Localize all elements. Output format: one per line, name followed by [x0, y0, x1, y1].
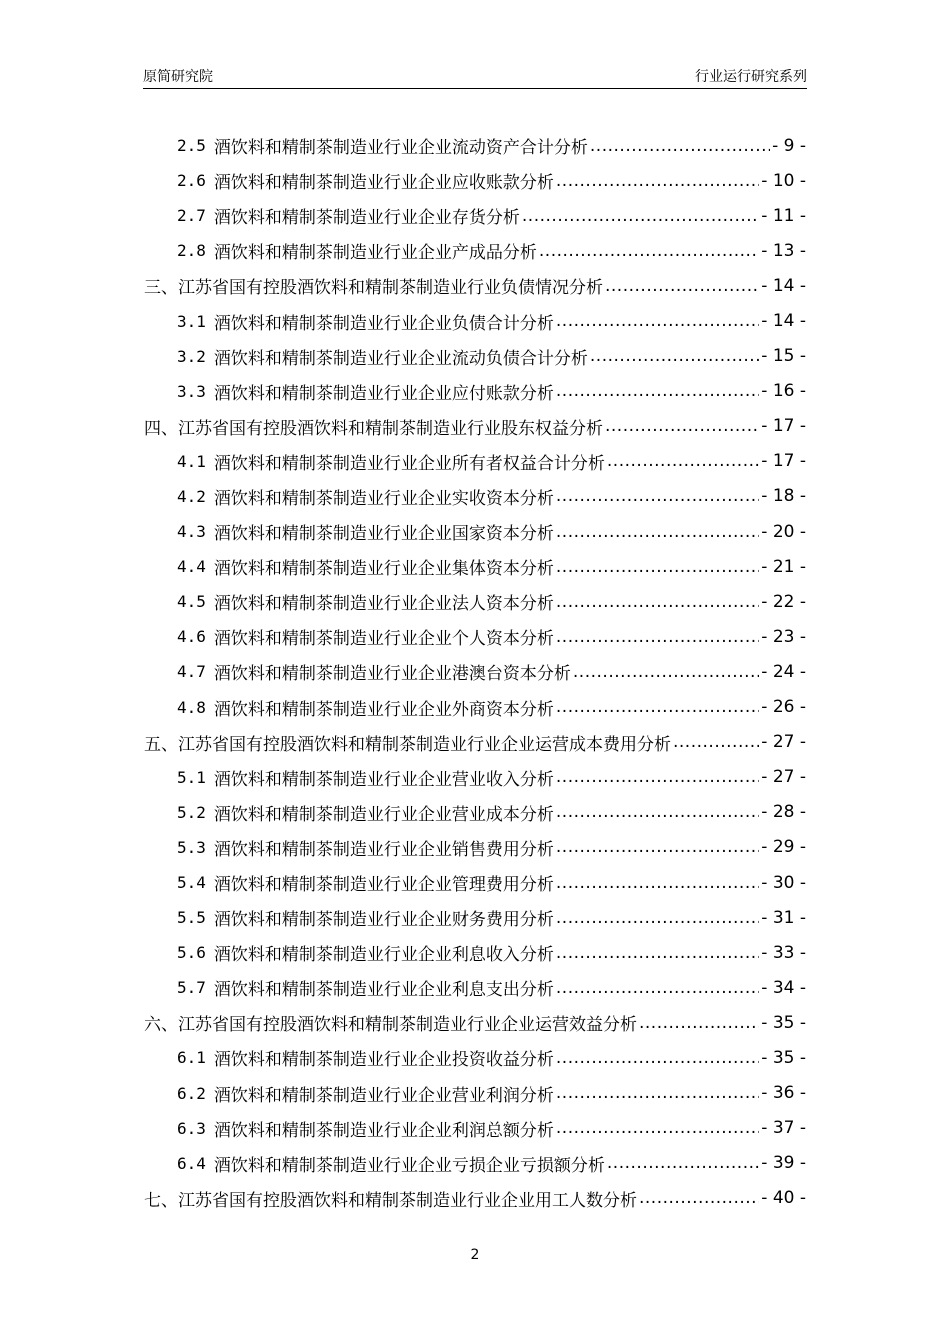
toc-entry-title: 酒饮料和精制茶制造业行业企业利息收入分析 — [213, 945, 554, 966]
toc-dot-leader — [556, 908, 759, 928]
toc-dot-leader — [556, 592, 759, 612]
toc-chapter-entry[interactable] — [0, 1181, 806, 1216]
toc-entry-title: 三、江苏省国有控股酒饮料和精制茶制造业行业负债情况分析 — [144, 278, 603, 299]
toc-entry-number: 4.3 — [177, 522, 206, 542]
toc-entry-page: - 24 - — [761, 661, 806, 682]
toc-entry-number: 5.7 — [177, 978, 206, 998]
toc-entry-number: 5.1 — [177, 767, 206, 787]
toc-entry-page: - 9 - — [772, 135, 806, 156]
toc-section-entry[interactable] — [0, 619, 806, 654]
header-series-name: 行业运行研究系列 — [695, 69, 807, 85]
toc-entry-page: - 33 - — [761, 942, 806, 963]
toc-section-entry[interactable] — [0, 1076, 806, 1111]
toc-entry-title: 酒饮料和精制茶制造业行业企业集体资本分析 — [213, 559, 554, 580]
toc-entry-number: 4.1 — [177, 451, 206, 471]
toc-section-entry[interactable] — [0, 549, 806, 584]
toc-dot-leader — [556, 381, 759, 401]
toc-chapter-entry[interactable] — [0, 409, 806, 444]
toc-dot-leader — [556, 943, 759, 963]
toc-entry-title: 酒饮料和精制茶制造业行业企业管理费用分析 — [213, 875, 554, 896]
toc-entry-number: 6.4 — [177, 1153, 206, 1173]
toc-section-entry[interactable] — [0, 339, 806, 374]
toc-section-entry[interactable] — [0, 584, 806, 619]
toc-entry-number: 4.2 — [177, 486, 206, 506]
toc-dot-leader — [605, 416, 759, 436]
toc-entry-title: 酒饮料和精制茶制造业行业企业应付账款分析 — [213, 383, 554, 404]
toc-entry-number: 4.5 — [177, 592, 206, 612]
page-number: 2 — [470, 1247, 480, 1263]
toc-entry-title: 酒饮料和精制茶制造业行业企业利润总额分析 — [213, 1120, 554, 1141]
toc-entry-page: - 29 - — [761, 837, 806, 858]
toc-entry-title: 酒饮料和精制茶制造业行业企业产成品分析 — [213, 243, 537, 264]
toc-entry-page: - 26 - — [761, 697, 806, 718]
toc-dot-leader — [590, 346, 759, 366]
toc-dot-leader — [556, 873, 759, 893]
toc-entry-title: 酒饮料和精制茶制造业行业企业负债合计分析 — [213, 313, 554, 334]
toc-entry-number: 4.8 — [177, 697, 206, 717]
toc-section-entry[interactable] — [0, 163, 806, 198]
toc-section-entry[interactable] — [0, 654, 806, 689]
toc-entry-number: 2.5 — [177, 136, 206, 156]
toc-entry-title: 酒饮料和精制茶制造业行业企业营业成本分析 — [213, 804, 554, 825]
toc-dot-leader — [556, 171, 759, 191]
toc-chapter-entry[interactable] — [0, 1005, 806, 1040]
toc-entry-page: - 34 - — [761, 977, 806, 998]
toc-section-entry[interactable] — [0, 970, 806, 1005]
toc-entry-page: - 18 - — [761, 486, 806, 507]
toc-section-entry[interactable] — [0, 935, 806, 970]
toc-entry-page: - 14 - — [761, 275, 806, 296]
toc-entry-number: 5.6 — [177, 943, 206, 963]
toc-dot-leader — [539, 241, 759, 261]
toc-entry-title: 酒饮料和精制茶制造业行业企业投资收益分析 — [213, 1050, 554, 1071]
toc-dot-leader — [639, 1188, 759, 1208]
toc-section-entry[interactable] — [0, 198, 806, 233]
toc-chapter-entry[interactable] — [0, 268, 806, 303]
toc-entry-title: 酒饮料和精制茶制造业行业企业港澳台资本分析 — [213, 664, 571, 685]
toc-dot-leader — [556, 767, 759, 787]
toc-entry-title: 五、江苏省国有控股酒饮料和精制茶制造业行业企业运营成本费用分析 — [144, 734, 671, 755]
toc-dot-leader — [605, 276, 759, 296]
toc-entry-number: 4.7 — [177, 662, 206, 682]
toc-entry-number: 2.7 — [177, 206, 206, 226]
toc-entry-number: 5.3 — [177, 837, 206, 857]
toc-entry-page: - 21 - — [761, 556, 806, 577]
toc-entry-page: - 36 - — [761, 1083, 806, 1104]
toc-entry-title: 酒饮料和精制茶制造业行业企业流动资产合计分析 — [213, 138, 588, 159]
toc-entry-page: - 20 - — [761, 521, 806, 542]
toc-entry-number: 6.3 — [177, 1118, 206, 1138]
toc-entry-number: 4.4 — [177, 557, 206, 577]
toc-section-entry[interactable] — [0, 865, 806, 900]
toc-section-entry[interactable] — [0, 1111, 806, 1146]
toc-entry-page: - 23 - — [761, 626, 806, 647]
toc-entry-number: 5.4 — [177, 873, 206, 893]
toc-chapter-entry[interactable] — [0, 725, 806, 760]
toc-section-entry[interactable] — [0, 1040, 806, 1075]
toc-section-entry[interactable] — [0, 690, 806, 725]
toc-dot-leader — [556, 697, 759, 717]
toc-entry-page: - 15 - — [761, 346, 806, 367]
toc-entry-number: 3.3 — [177, 381, 206, 401]
toc-entry-title: 酒饮料和精制茶制造业行业企业财务费用分析 — [213, 910, 554, 931]
toc-entry-title: 酒饮料和精制茶制造业行业企业营业收入分析 — [213, 769, 554, 790]
toc-entry-page: - 10 - — [761, 170, 806, 191]
toc-dot-leader — [556, 1048, 759, 1068]
toc-entry-page: - 35 - — [761, 1012, 806, 1033]
toc-entry-page: - 22 - — [761, 591, 806, 612]
toc-section-entry[interactable] — [0, 479, 806, 514]
page-header — [143, 68, 807, 89]
toc-dot-leader — [590, 136, 770, 156]
toc-entry-page: - 27 - — [761, 767, 806, 788]
toc-entry-title: 七、江苏省国有控股酒饮料和精制茶制造业行业企业用工人数分析 — [144, 1190, 637, 1211]
toc-entry-number: 4.6 — [177, 627, 206, 647]
toc-entry-title: 酒饮料和精制茶制造业行业企业国家资本分析 — [213, 524, 554, 545]
toc-entry-page: - 27 - — [761, 732, 806, 753]
toc-dot-leader — [556, 522, 759, 542]
toc-dot-leader — [556, 802, 759, 822]
toc-entry-page: - 17 - — [761, 416, 806, 437]
toc-entry-page: - 40 - — [761, 1188, 806, 1209]
toc-dot-leader — [556, 1118, 759, 1138]
toc-dot-leader — [556, 837, 759, 857]
toc-section-entry[interactable] — [0, 303, 806, 338]
toc-entry-title: 酒饮料和精制茶制造业行业企业存货分析 — [213, 208, 520, 229]
toc-section-entry[interactable] — [0, 900, 806, 935]
toc-dot-leader — [556, 978, 759, 998]
toc-entry-title: 酒饮料和精制茶制造业行业企业营业利润分析 — [213, 1085, 554, 1106]
toc-entry-number: 2.6 — [177, 171, 206, 191]
toc-entry-number: 2.8 — [177, 241, 206, 261]
toc-entry-page: - 30 - — [761, 872, 806, 893]
toc-dot-leader — [556, 1083, 759, 1103]
toc-section-entry[interactable] — [0, 444, 806, 479]
toc-entry-number: 3.2 — [177, 346, 206, 366]
toc-entry-page: - 37 - — [761, 1118, 806, 1139]
toc-section-entry[interactable] — [0, 128, 806, 163]
toc-entry-page: - 31 - — [761, 907, 806, 928]
toc-entry-title: 酒饮料和精制茶制造业行业企业流动负债合计分析 — [213, 348, 588, 369]
toc-entry-number: 6.1 — [177, 1048, 206, 1068]
toc-entry-title: 酒饮料和精制茶制造业行业企业个人资本分析 — [213, 629, 554, 650]
toc-entry-title: 酒饮料和精制茶制造业行业企业利息支出分析 — [213, 980, 554, 1001]
toc-entry-page: - 17 - — [761, 451, 806, 472]
toc-entry-title: 酒饮料和精制茶制造业行业企业应收账款分析 — [213, 173, 554, 194]
toc-entry-page: - 35 - — [761, 1047, 806, 1068]
toc-dot-leader — [556, 311, 759, 331]
toc-entry-title: 酒饮料和精制茶制造业行业企业外商资本分析 — [213, 699, 554, 720]
toc-entry-title: 酒饮料和精制茶制造业行业企业法人资本分析 — [213, 594, 554, 615]
toc-dot-leader — [673, 732, 759, 752]
toc-entry-title: 四、江苏省国有控股酒饮料和精制茶制造业行业股东权益分析 — [144, 418, 603, 439]
toc-entry-page: - 11 - — [761, 205, 806, 226]
toc-section-entry[interactable] — [0, 1146, 806, 1181]
toc-dot-leader — [556, 557, 759, 577]
toc-entry-page: - 16 - — [761, 381, 806, 402]
toc-dot-leader — [556, 627, 759, 647]
toc-entry-number: 5.2 — [177, 802, 206, 822]
toc-entry-number: 3.1 — [177, 311, 206, 331]
toc-section-entry[interactable] — [0, 374, 806, 409]
toc-entry-number: 6.2 — [177, 1083, 206, 1103]
toc-entry-title: 酒饮料和精制茶制造业行业企业亏损企业亏损额分析 — [213, 1155, 605, 1176]
toc-entry-page: - 28 - — [761, 802, 806, 823]
toc-section-entry[interactable] — [0, 233, 806, 268]
toc-entry-title: 酒饮料和精制茶制造业行业企业实收资本分析 — [213, 488, 554, 509]
toc-entry-page: - 13 - — [761, 240, 806, 261]
toc-dot-leader — [607, 1153, 759, 1173]
toc-dot-leader — [573, 662, 759, 682]
toc-dot-leader — [522, 206, 759, 226]
toc-entry-title: 六、江苏省国有控股酒饮料和精制茶制造业行业企业运营效益分析 — [144, 1015, 637, 1036]
toc-section-entry[interactable] — [0, 795, 806, 830]
toc-dot-leader — [607, 451, 759, 471]
toc-entry-page: - 39 - — [761, 1153, 806, 1174]
toc-entry-page: - 14 - — [761, 311, 806, 332]
toc-entry-number: 5.5 — [177, 908, 206, 928]
table-of-contents — [0, 128, 950, 1216]
toc-section-entry[interactable] — [0, 760, 806, 795]
toc-dot-leader — [556, 486, 759, 506]
toc-dot-leader — [639, 1013, 759, 1033]
header-org-name: 原简研究院 — [143, 69, 213, 85]
toc-entry-title: 酒饮料和精制茶制造业行业企业所有者权益合计分析 — [213, 453, 605, 474]
toc-section-entry[interactable] — [0, 514, 806, 549]
toc-entry-title: 酒饮料和精制茶制造业行业企业销售费用分析 — [213, 839, 554, 860]
toc-section-entry[interactable] — [0, 830, 806, 865]
